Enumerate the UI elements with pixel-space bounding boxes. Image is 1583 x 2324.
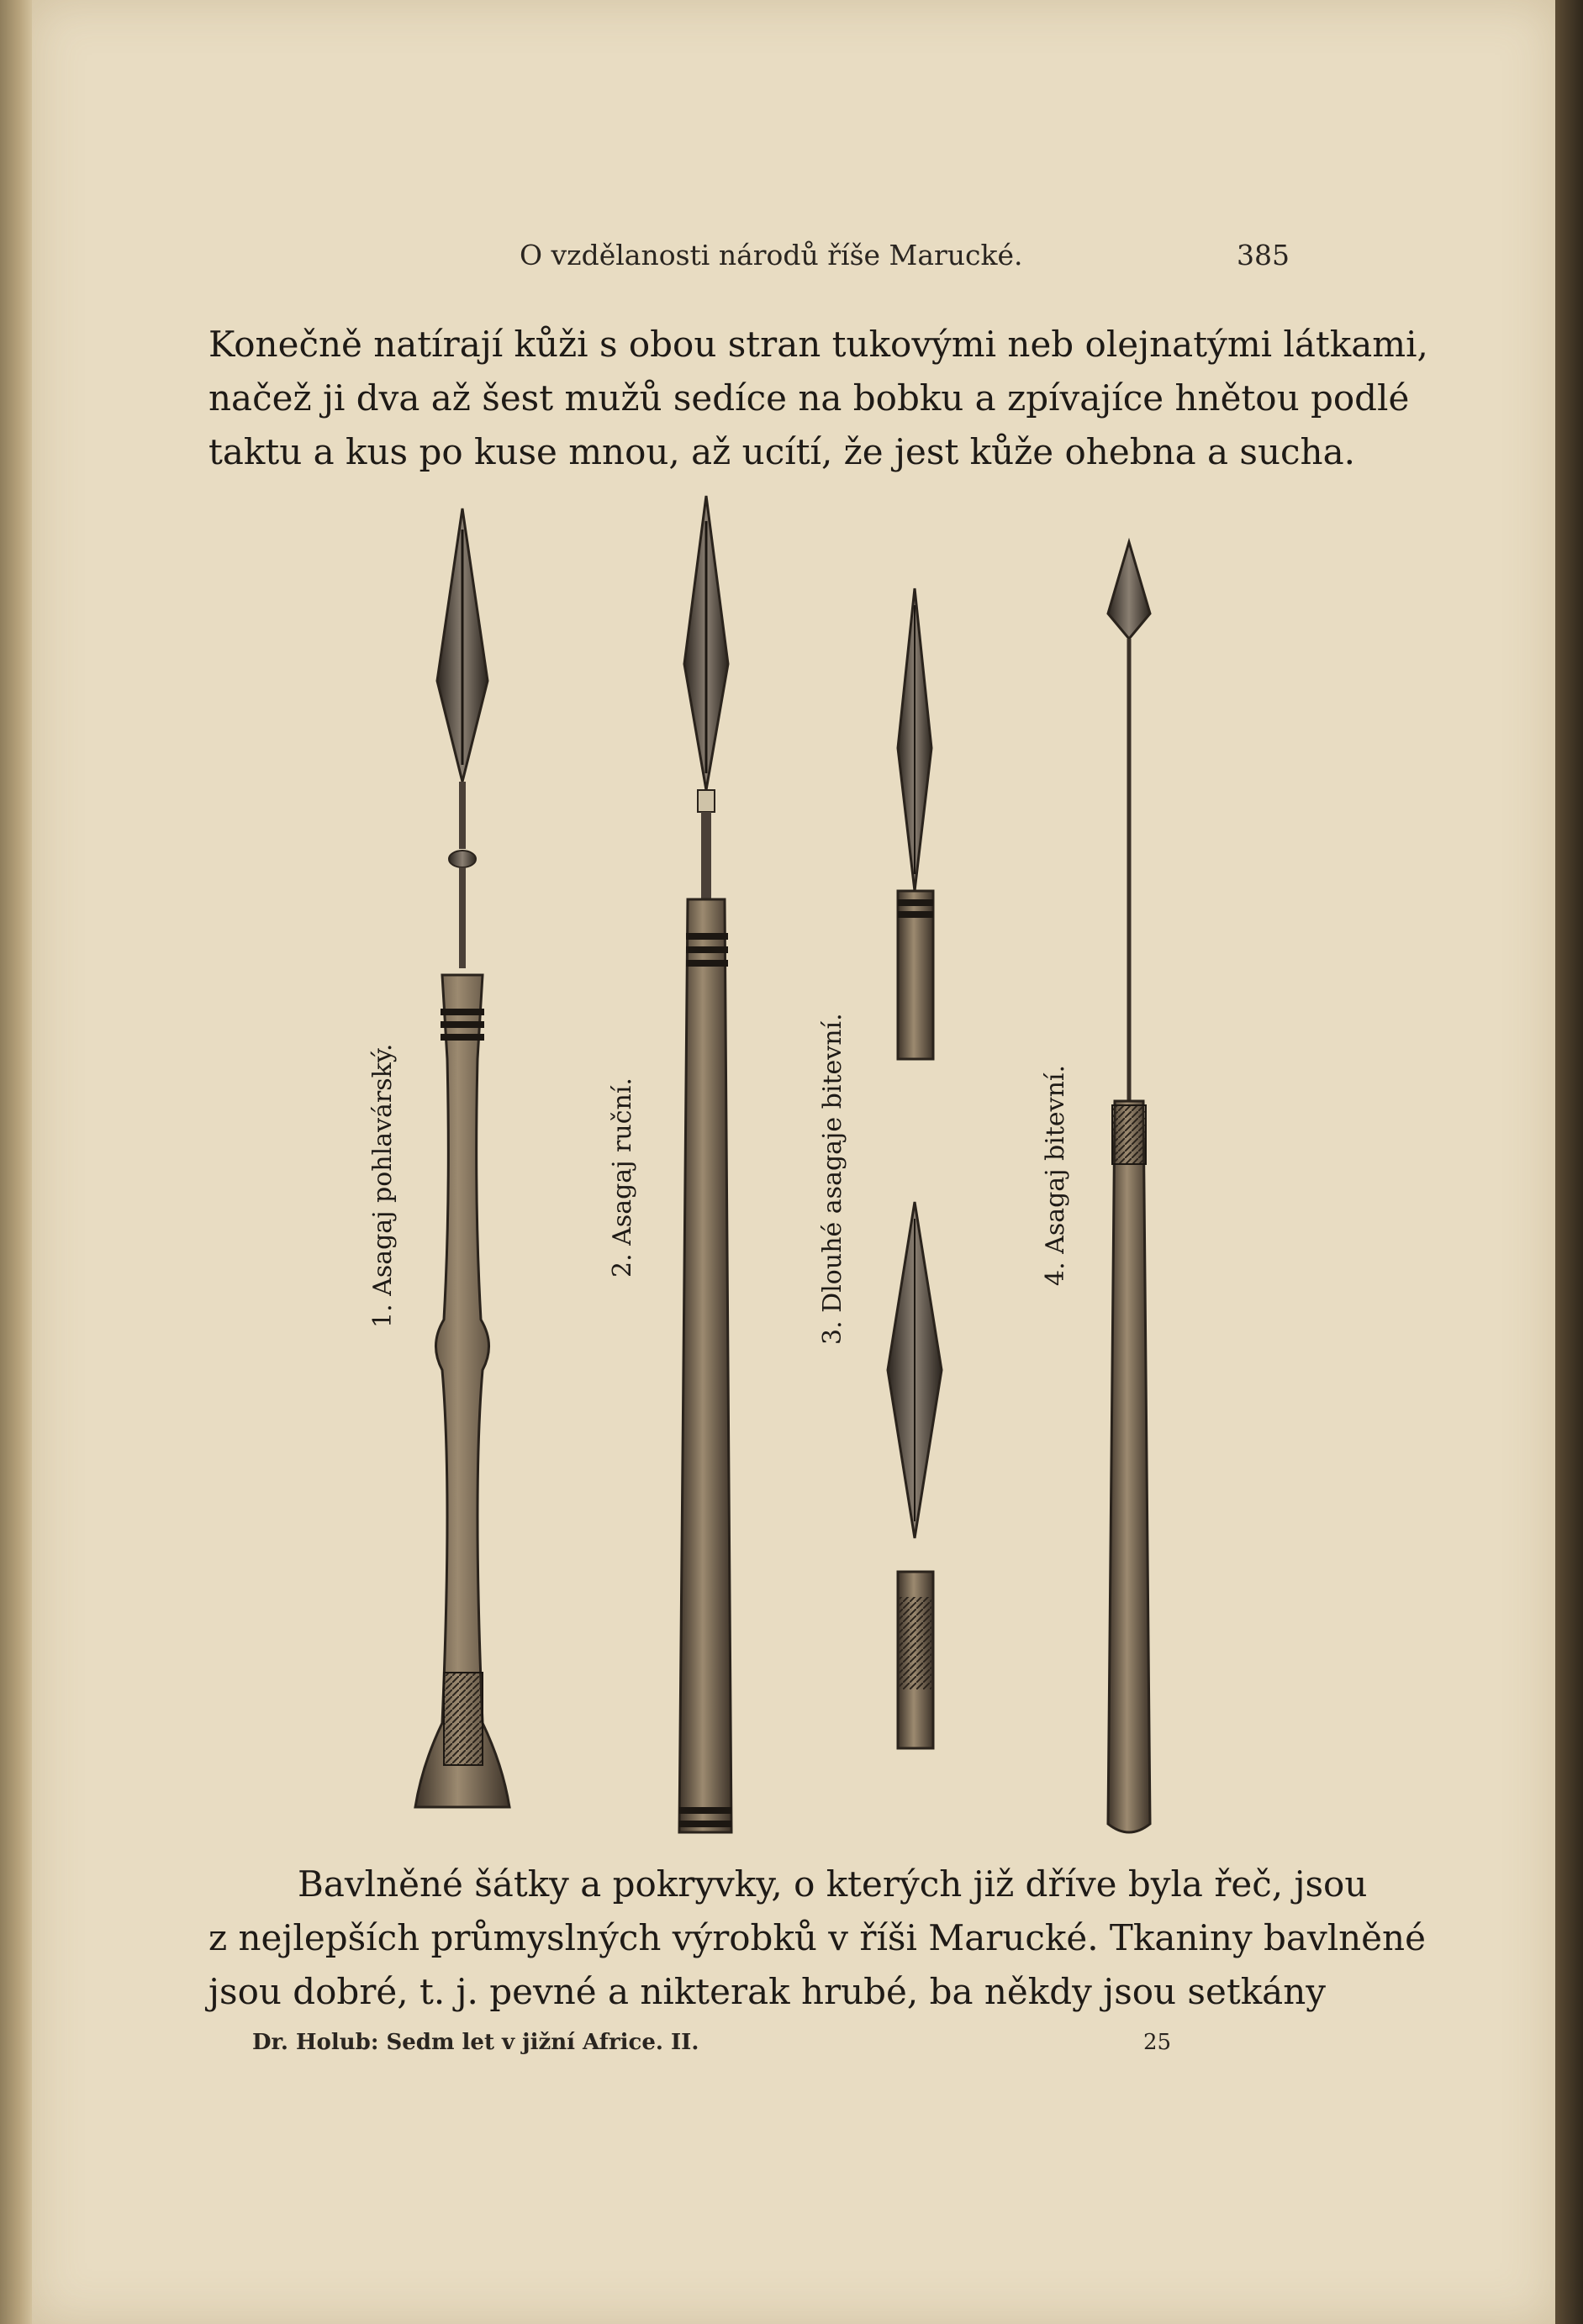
text-line: z nejlepších průmyslných výrobků v říši Marucké. Tkaniny bavlněné: [208, 1917, 1426, 1958]
running-title: O vzdělanosti národů říše Marucké.: [520, 239, 1023, 271]
spears-illustration: [284, 479, 1293, 1858]
spear-3-battle-long: [888, 588, 942, 1748]
sheet-signature: 25: [1143, 2030, 1172, 2055]
spears-drawing: [284, 479, 1293, 1858]
spear-1-chief: [415, 509, 509, 1807]
caption-4: 4. Asagaj bitevní.: [1041, 1064, 1070, 1286]
text-line: taktu a kus po kuse mnou, až ucítí, že jest kůže ohebna a sucha.: [208, 431, 1355, 472]
caption-2: 2. Asagaj ruční.: [608, 1078, 637, 1278]
text-line: Bavlněné šátky a pokryvky, o kterých již dříve byla řeč, jsou: [298, 1863, 1368, 1905]
spear-2-hand: [679, 496, 731, 1832]
text-line: jsou dobré, t. j. pevné a nikterak hrubé, ba někdy jsou setkány: [208, 1971, 1326, 2012]
book-cover-edge: [1555, 0, 1583, 2324]
running-head: [385, 239, 1310, 272]
book-page: [32, 0, 1555, 2324]
text-line: načež ji dva až šest mužů sedíce na bobku a zpívajíce hnětou podlé: [208, 377, 1410, 419]
page-footer: [252, 2030, 1177, 2063]
book-binding-edge: [0, 0, 32, 2324]
text-line: Konečně natírají kůži s obou stran tukovými neb olejnatými látkami,: [208, 324, 1428, 365]
page-number: 385: [1237, 239, 1290, 271]
caption-3: 3. Dlouhé asagaje bitevní.: [818, 1013, 847, 1345]
caption-1: 1. Asagaj pohlavárský.: [368, 1043, 398, 1328]
spear-4-battle: [1108, 542, 1150, 1832]
paragraph-bottom: [208, 1858, 1426, 2019]
paragraph-top: [208, 318, 1428, 479]
footer-author: Dr. Holub: Sedm let v jižní Africe. II.: [252, 2030, 699, 2055]
